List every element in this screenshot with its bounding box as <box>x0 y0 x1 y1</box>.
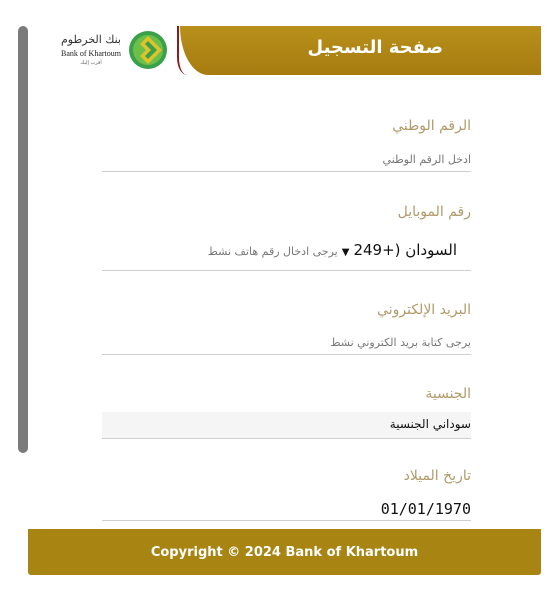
bank-logo <box>58 30 168 72</box>
page-title: صفحة التسجيل <box>307 37 443 58</box>
country-code-select[interactable]: السودان (+249 <box>353 241 457 259</box>
national-id-label: الرقم الوطني <box>392 118 471 134</box>
logo-tagline: أقرب إليك <box>80 60 102 66</box>
nationality-select[interactable] <box>102 412 471 439</box>
mobile-row <box>208 240 457 259</box>
email-input[interactable]: يرجى كتابة بريد الكتروني نشط <box>330 336 471 349</box>
chevron-down-icon[interactable]: ▼ <box>341 247 350 258</box>
footer <box>28 529 541 575</box>
birthdate-input[interactable]: 01/01/1970 <box>380 500 471 518</box>
logo-english-text: Bank of Khartoum <box>61 49 121 58</box>
nationality-label: الجنسية <box>425 386 471 402</box>
mobile-label: رقم الموبايل <box>397 204 471 220</box>
mobile-input[interactable]: يرجى ادخال رقم هاتف نشط <box>207 245 338 258</box>
birthdate-label: تاريخ الميلاد <box>403 468 471 484</box>
email-underline <box>102 354 471 355</box>
national-id-input[interactable]: ادخل الرقم الوطني <box>382 153 471 166</box>
copyright-text: Copyright © 2024 Bank of Khartoum <box>150 544 419 560</box>
logo-arabic-text: بنك الخرطوم <box>61 33 121 46</box>
scrollbar[interactable] <box>18 26 28 453</box>
national-id-underline <box>102 171 471 172</box>
header <box>28 26 541 75</box>
header-banner <box>180 26 541 75</box>
email-label: البريد الإلكتروني <box>377 302 471 318</box>
mobile-underline <box>102 270 471 271</box>
nationality-value: سوداني الجنسية <box>389 417 471 431</box>
bank-emblem-icon <box>128 30 168 70</box>
birthdate-underline <box>102 520 471 521</box>
